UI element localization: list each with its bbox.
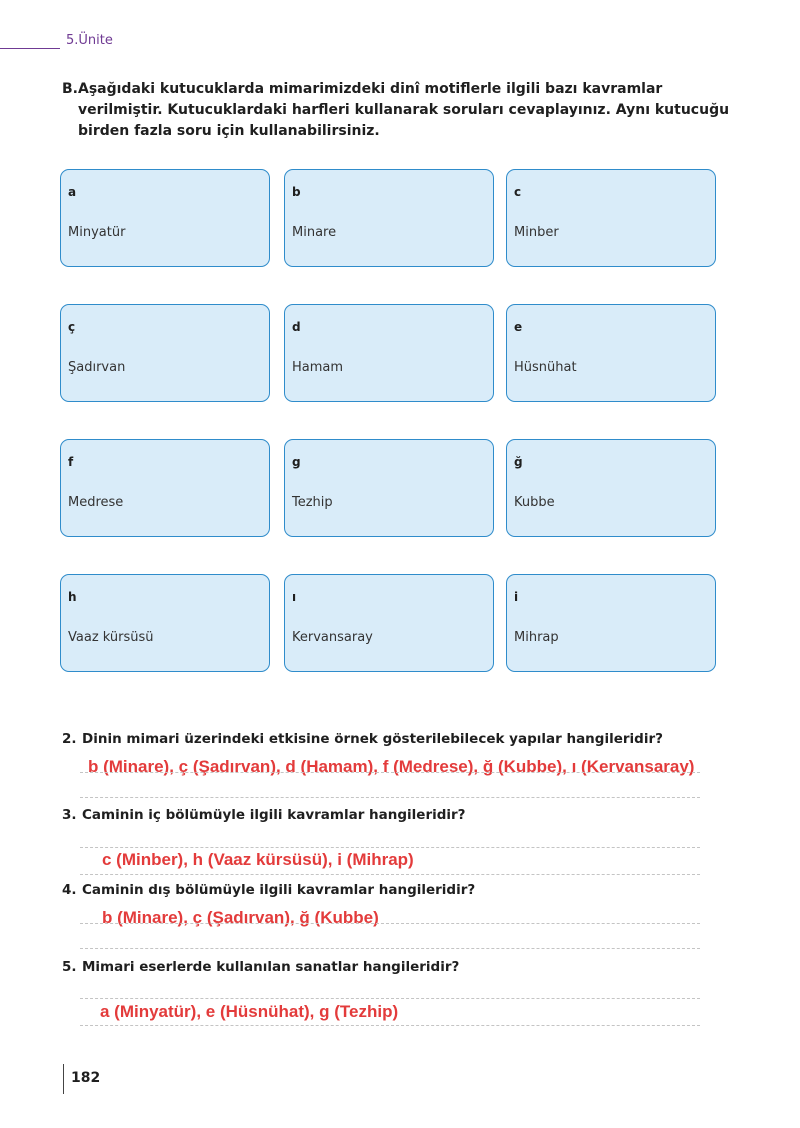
concept-term: Minber (514, 225, 559, 240)
question-2 (62, 731, 663, 747)
concept-letter: ı (292, 590, 297, 604)
concept-term: Minyatür (68, 225, 126, 240)
page-number: 182 (71, 1070, 101, 1086)
answer-line (80, 797, 700, 798)
concept-letter: f (68, 455, 74, 469)
question-number: 3. (62, 807, 77, 823)
answer-line (80, 998, 700, 999)
concept-term: Mihrap (514, 630, 559, 645)
concept-term: Vaaz kürsüsü (68, 630, 154, 645)
concept-box (60, 304, 270, 402)
question-text: Mimari eserlerde kullanılan sanatlar hangileridir? (82, 959, 460, 975)
instruction-text: Aşağıdaki kutucuklarda mimarimizdeki dinî motiflerle ilgili bazı kavramlar verilmiştir. Kutucuklardaki harfleri kullanarak soruları cevaplayınız. Aynı kutucuğu birden fazla soru için kullanabilirsiniz. (78, 81, 730, 139)
concept-box (284, 304, 494, 402)
unit-label: 5.Ünite (66, 33, 113, 48)
question-text: Caminin iç bölümüyle ilgili kavramlar hangileridir? (82, 807, 466, 823)
answer-5: a (Minyatür), e (Hüsnühat), g (Tezhip) (100, 1002, 399, 1021)
concept-box (506, 304, 716, 402)
answer-line (80, 874, 700, 875)
concept-box (60, 169, 270, 267)
question-3 (62, 807, 466, 823)
question-4 (62, 882, 475, 898)
question-text: Caminin dış bölümüyle ilgili kavramlar hangileridir? (82, 882, 476, 898)
unit-divider (0, 48, 60, 49)
concept-letter: b (292, 185, 301, 199)
answer-line (80, 1025, 700, 1026)
concept-box (506, 574, 716, 672)
concept-term: Medrese (68, 495, 124, 510)
concept-box (284, 439, 494, 537)
answer-line (80, 923, 700, 924)
concept-box (60, 574, 270, 672)
concept-term: Tezhip (292, 495, 333, 510)
instruction (62, 79, 742, 139)
question-text: Dinin mimari üzerindeki etkisine örnek gösterilebilecek yapılar hangileridir? (82, 731, 663, 747)
concept-letter: c (514, 185, 522, 199)
concept-box (60, 439, 270, 537)
concept-letter: g (292, 455, 301, 469)
concept-term: Minare (292, 225, 337, 240)
concept-term: Hüsnühat (514, 360, 577, 375)
answer-4: b (Minare), ç (Şadırvan), ğ (Kubbe) (102, 908, 379, 927)
instruction-label: B. (62, 81, 78, 97)
answer-2: b (Minare), ç (Şadırvan), d (Hamam), f (Medrese), ğ (Kubbe), ı (Kervansaray) (88, 757, 695, 776)
concept-box (506, 439, 716, 537)
answer-3: c (Minber), h (Vaaz kürsüsü), i (Mihrap) (102, 850, 414, 869)
concept-letter: ğ (514, 455, 523, 469)
answer-line (80, 948, 700, 949)
concept-box (506, 169, 716, 267)
concept-term: Kervansaray (292, 630, 373, 645)
question-number: 5. (62, 959, 77, 975)
question-number: 2. (62, 731, 77, 747)
concept-term: Şadırvan (68, 360, 126, 375)
question-number: 4. (62, 882, 77, 898)
concept-term: Hamam (292, 360, 344, 375)
concept-letter: a (68, 185, 77, 199)
concept-box (284, 574, 494, 672)
answer-line (80, 847, 700, 848)
concept-letter: h (68, 590, 77, 604)
question-5 (62, 959, 459, 975)
concept-letter: e (514, 320, 523, 334)
concept-letter: d (292, 320, 301, 334)
concept-letter: i (514, 590, 519, 604)
concept-box (284, 169, 494, 267)
answer-line (80, 772, 700, 773)
concept-term: Kubbe (514, 495, 555, 510)
concept-letter: ç (68, 320, 76, 334)
page-number-rule (63, 1064, 64, 1094)
